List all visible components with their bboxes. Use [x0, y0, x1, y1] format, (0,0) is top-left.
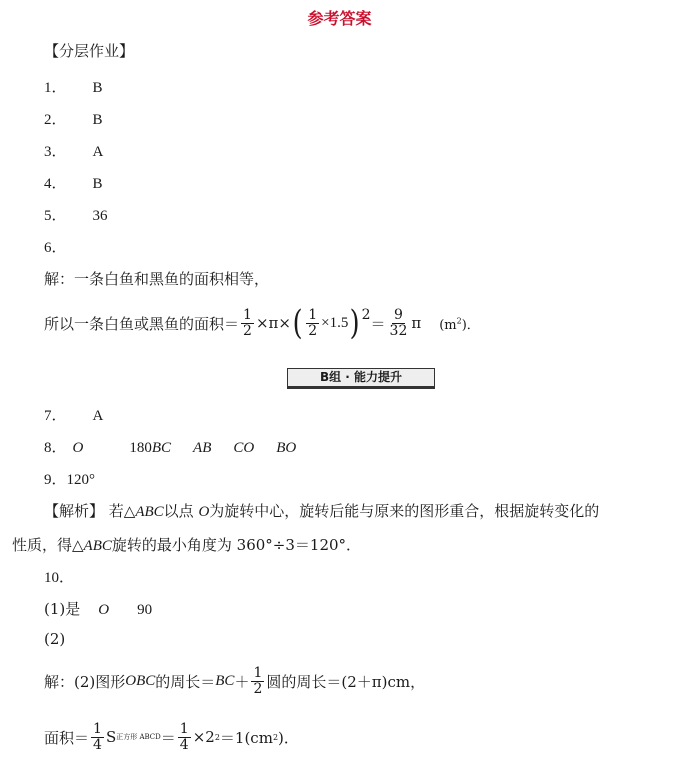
denominator: 4 — [179, 736, 189, 753]
triangle-name: ABC — [135, 504, 164, 520]
pi-symbol: π — [411, 314, 422, 332]
analysis-text: 以点 — [163, 502, 199, 520]
times-two: ×2 — [192, 728, 215, 747]
angle-value: 90 — [137, 602, 153, 618]
figure-name: OBC — [125, 672, 156, 689]
plus: ＋ — [234, 672, 250, 691]
solution-text: 圆的周长＝(2＋π)cm， — [266, 672, 426, 691]
solution-text: 解：(2)图形 — [44, 672, 126, 691]
denominator: 2 — [243, 322, 252, 339]
times-pi-times: ×π× — [255, 314, 291, 332]
unit-text: (m — [439, 317, 457, 333]
answer-value: A — [92, 144, 104, 160]
part-label: (1)是 — [44, 600, 81, 618]
page-title: 参考答案 — [307, 9, 372, 28]
exponent: 2 — [361, 307, 371, 323]
numerator: 1 — [243, 306, 252, 323]
answer-row-8 — [44, 436, 296, 457]
analysis-line-1 — [44, 500, 599, 521]
answer-bo: BO — [276, 440, 297, 456]
answer-number: 5． — [44, 208, 67, 224]
q10-area — [44, 722, 299, 752]
unit-sup: 2 — [456, 316, 462, 326]
analysis-text: 旋转的最小角度为 360°÷3＝120°． — [111, 536, 362, 554]
answer-row-7 — [44, 404, 103, 425]
right-paren: ) — [350, 303, 360, 343]
q10-part1 — [44, 598, 152, 619]
fraction-half-inner — [306, 308, 319, 338]
analysis-text: 【解析】 若△ — [44, 502, 136, 520]
answer-number: 2． — [44, 112, 67, 128]
point-o: O — [98, 602, 110, 618]
fraction-quarter — [91, 722, 104, 752]
answer-number: 7． — [44, 408, 67, 424]
q6-solution-line1: 解：一条白鱼和黑鱼的面积相等， — [44, 270, 270, 288]
answer-ab: AB — [193, 440, 212, 456]
answer-value: 120° — [66, 472, 96, 488]
area-label: 面积＝ — [44, 728, 90, 747]
equals: ＝ — [160, 728, 176, 747]
answer-row-10: 10． — [44, 570, 75, 586]
answer-value: B — [92, 112, 103, 128]
answer-number: 6． — [44, 240, 67, 256]
unit-end: )． — [461, 317, 480, 333]
section-heading: 【分层作业】 — [44, 42, 135, 60]
answer-bc: BC — [151, 440, 172, 456]
answer-row-5 — [44, 204, 108, 225]
equals: ＝ — [370, 314, 386, 333]
answer-value: B — [92, 176, 103, 192]
point-o: O — [198, 504, 210, 520]
answer-row-3 — [44, 140, 103, 161]
area-result: ＝1(cm — [219, 728, 273, 747]
numerator: 1 — [93, 721, 102, 737]
numerator: 1 — [179, 721, 189, 737]
answer-number: 8． — [44, 440, 67, 456]
triangle-name: ABC — [83, 538, 112, 554]
numerator: 1 — [253, 665, 263, 681]
answer-number: 3． — [44, 144, 67, 160]
section-banner: B组 · 能力提升 — [287, 368, 435, 389]
exponent: 2 — [214, 732, 220, 742]
solution-text: 的周长＝ — [155, 672, 216, 691]
numerator: 1 — [308, 306, 318, 323]
numerator: 9 — [394, 306, 403, 323]
answer-number: 9． — [44, 472, 67, 488]
denominator: 32 — [389, 322, 408, 339]
unit — [439, 314, 480, 333]
area-end: )． — [278, 728, 299, 747]
q10-part2: (2) — [44, 630, 66, 648]
analysis-line-2 — [12, 534, 361, 555]
answer-value: 36 — [92, 208, 108, 224]
answer-number: 4． — [44, 176, 67, 192]
area-subscript: 正方形 ABCD — [116, 733, 161, 742]
answer-value: B — [92, 80, 103, 96]
area-symbol: S — [105, 728, 117, 747]
formula-prefix: 所以一条白鱼或黑鱼的面积＝ — [44, 314, 240, 333]
answer-o: O — [72, 440, 84, 456]
denominator: 4 — [93, 736, 102, 753]
answer-row-6 — [44, 236, 67, 257]
result-fraction — [388, 308, 410, 338]
fraction-quarter — [178, 722, 191, 752]
answer-co: CO — [233, 440, 255, 456]
fraction-half — [251, 666, 264, 696]
answer-row-2 — [44, 108, 103, 129]
analysis-text: 性质，得△ — [12, 536, 84, 554]
q10-perimeter — [44, 666, 425, 696]
answer-row-4 — [44, 172, 103, 193]
answer-number: 1． — [44, 80, 67, 96]
unit-sup: 2 — [272, 732, 279, 742]
denominator: 2 — [253, 680, 263, 697]
q6-formula — [44, 303, 480, 343]
answer-180: 180 — [129, 440, 152, 456]
left-paren: ( — [292, 303, 303, 343]
answer-row-9 — [44, 468, 95, 489]
answer-row-1 — [44, 76, 103, 97]
fraction-half — [241, 308, 254, 338]
answer-value: A — [92, 408, 104, 424]
segment-bc: BC — [215, 672, 235, 689]
inner-times: ×1.5 — [321, 314, 349, 331]
denominator: 2 — [308, 322, 318, 339]
analysis-text: 为旋转中心，旋转后能与原来的图形重合，根据旋转变化的 — [209, 502, 600, 520]
